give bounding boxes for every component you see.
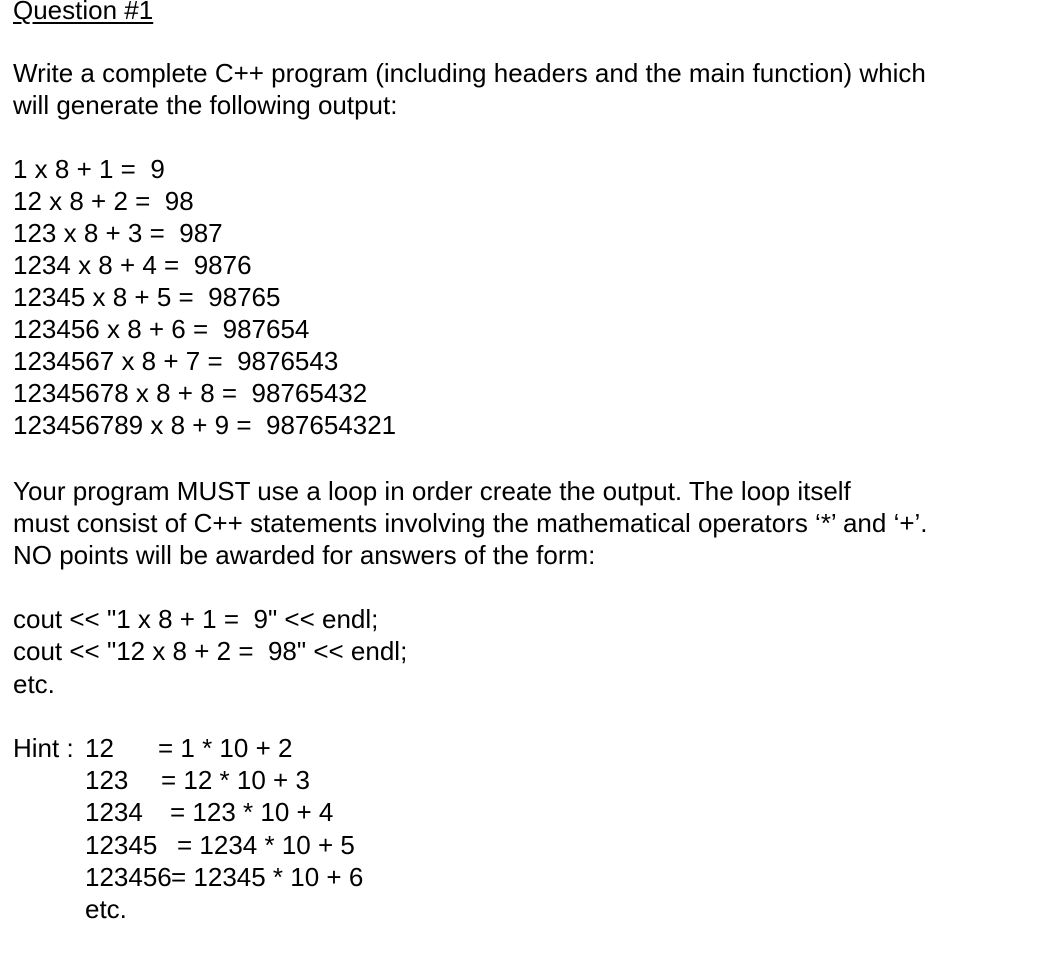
hint-number: 123 [85,765,129,795]
hint-etc: etc. [85,894,127,924]
question-title: Question #1 [13,0,154,25]
hint-formula: = 1 * 10 + 2 [158,733,293,763]
hint-number: 12345 [85,830,158,860]
hint-formula: = 12 * 10 + 3 [161,765,310,795]
output-line: 1 x 8 + 1 = 9 [13,154,165,184]
output-line: 123 x 8 + 3 = 987 [13,218,223,248]
bad-example-etc: etc. [13,669,55,699]
output-line: 123456789 x 8 + 9 = 987654321 [13,410,397,440]
hint-number: 12 [85,733,114,763]
requirement-line-1: Your program MUST use a loop in order create the output. The loop itself [13,476,851,506]
output-line: 1234567 x 8 + 7 = 9876543 [13,346,339,376]
hint-formula: = 12345 * 10 + 6 [171,862,364,892]
output-line: 12 x 8 + 2 = 98 [13,186,194,216]
bad-example-line: cout << "12 x 8 + 2 = 98" << endl; [13,636,408,666]
bad-example-line: cout << "1 x 8 + 1 = 9" << endl; [13,604,379,634]
output-line: 12345 x 8 + 5 = 98765 [13,282,281,312]
requirement-line-3: NO points will be awarded for answers of the form: [13,540,596,570]
hint-label: Hint : [13,733,81,763]
hint-formula: = 123 * 10 + 4 [170,797,334,827]
hint-number: 123456 [85,862,172,892]
hint-formula: = 1234 * 10 + 5 [177,830,355,860]
intro-line-2: will generate the following output: [13,90,398,120]
requirement-line-2: must consist of C++ statements involving the mathematical operators ‘*’ and ‘+’. [13,508,928,538]
output-line: 12345678 x 8 + 8 = 98765432 [13,378,368,408]
output-line: 123456 x 8 + 6 = 987654 [13,314,310,344]
output-line: 1234 x 8 + 4 = 9876 [13,250,252,280]
hint-number: 1234 [85,797,143,827]
intro-line-1: Write a complete C++ program (including headers and the main function) which [13,58,926,88]
